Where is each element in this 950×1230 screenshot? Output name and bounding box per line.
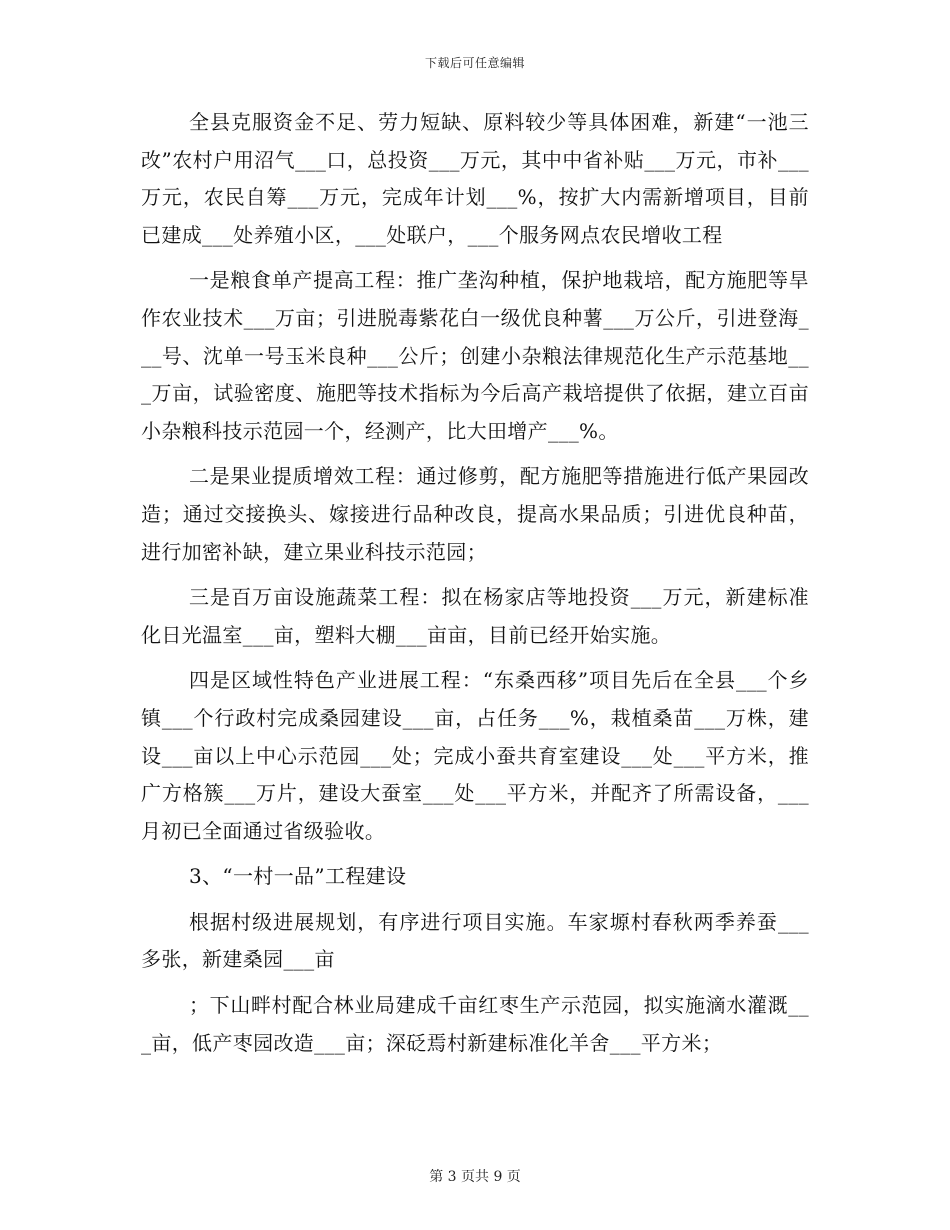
paragraph-village-projects: ；下山畔村配合林业局建成千亩红枣生产示范园，拟实施滴水灌溉___亩，低产枣园改造___亩；深砭焉村新建标准化羊舍___平方米；: [141, 993, 809, 1055]
page-header: 下载后可任意编辑: [424, 56, 525, 70]
section-heading-one-village-one-product: 3、“一村一品”工程建设: [189, 864, 407, 889]
document-body: [141, 104, 809, 1070]
paragraph-fruit-industry: 二是果业提质增效工程：通过修剪，配方施肥等措施进行低产果园改造；通过交接换头、嫁接进行品种改良，提高水果品质；引进优良种苗，进行加密补缺，建立果业科技示范园；: [141, 464, 809, 564]
page-number: 第 3 页共 9 页: [429, 1169, 521, 1185]
paragraph-village-planning: 根据村级进展规划，有序进行项目实施。车家塬村春秋两季养蚕___多张，新建桑园___亩: [141, 909, 809, 972]
paragraph-biogas: 全县克服资金不足、劳力短缺、原料较少等具体困难，新建“一池三改”农村户用沼气___口，总投资___万元，其中中省补贴___万元，市补___万元，农民自筹___万元，完成年计划___%，按扩大内需新增项目，目前已建成___处养殖小区，___处联户，___个服务网点农民增收工程: [141, 110, 809, 247]
paragraph-regional-industry: 四是区域性特色产业进展工程：“东桑西移”项目先后在全县___个乡镇___个行政村完成桑园建设___亩，占任务___%，栽植桑苗___万株，建设___亩以上中心示范园___处；完成小蚕共育室建设___处___平方米，推广方格簇___万片，建设大蚕室___处___平方米，并配齐了所需设备，___月初已全面通过省级验收。: [141, 668, 809, 843]
paragraph-vegetables: 三是百万亩设施蔬菜工程：拟在杨家店等地投资___万元，新建标准化日光温室___亩，塑料大棚___亩亩，目前已经开始实施。: [141, 585, 809, 647]
paragraph-grain-yield: 一是粮食单产提高工程：推广垄沟种植，保护地栽培，配方施肥等旱作农业技术___万亩；引进脱毒紫花白一级优良种薯___万公斤，引进登海___号、沈单一号玉米良种___公斤；创建小杂粮法律规范化生产示范基地___万亩，试验密度、施肥等技术指标为今后高产栽培提供了依据，建立百亩小杂粮科技示范园一个，经测产，比大田增产___%。: [141, 268, 809, 443]
